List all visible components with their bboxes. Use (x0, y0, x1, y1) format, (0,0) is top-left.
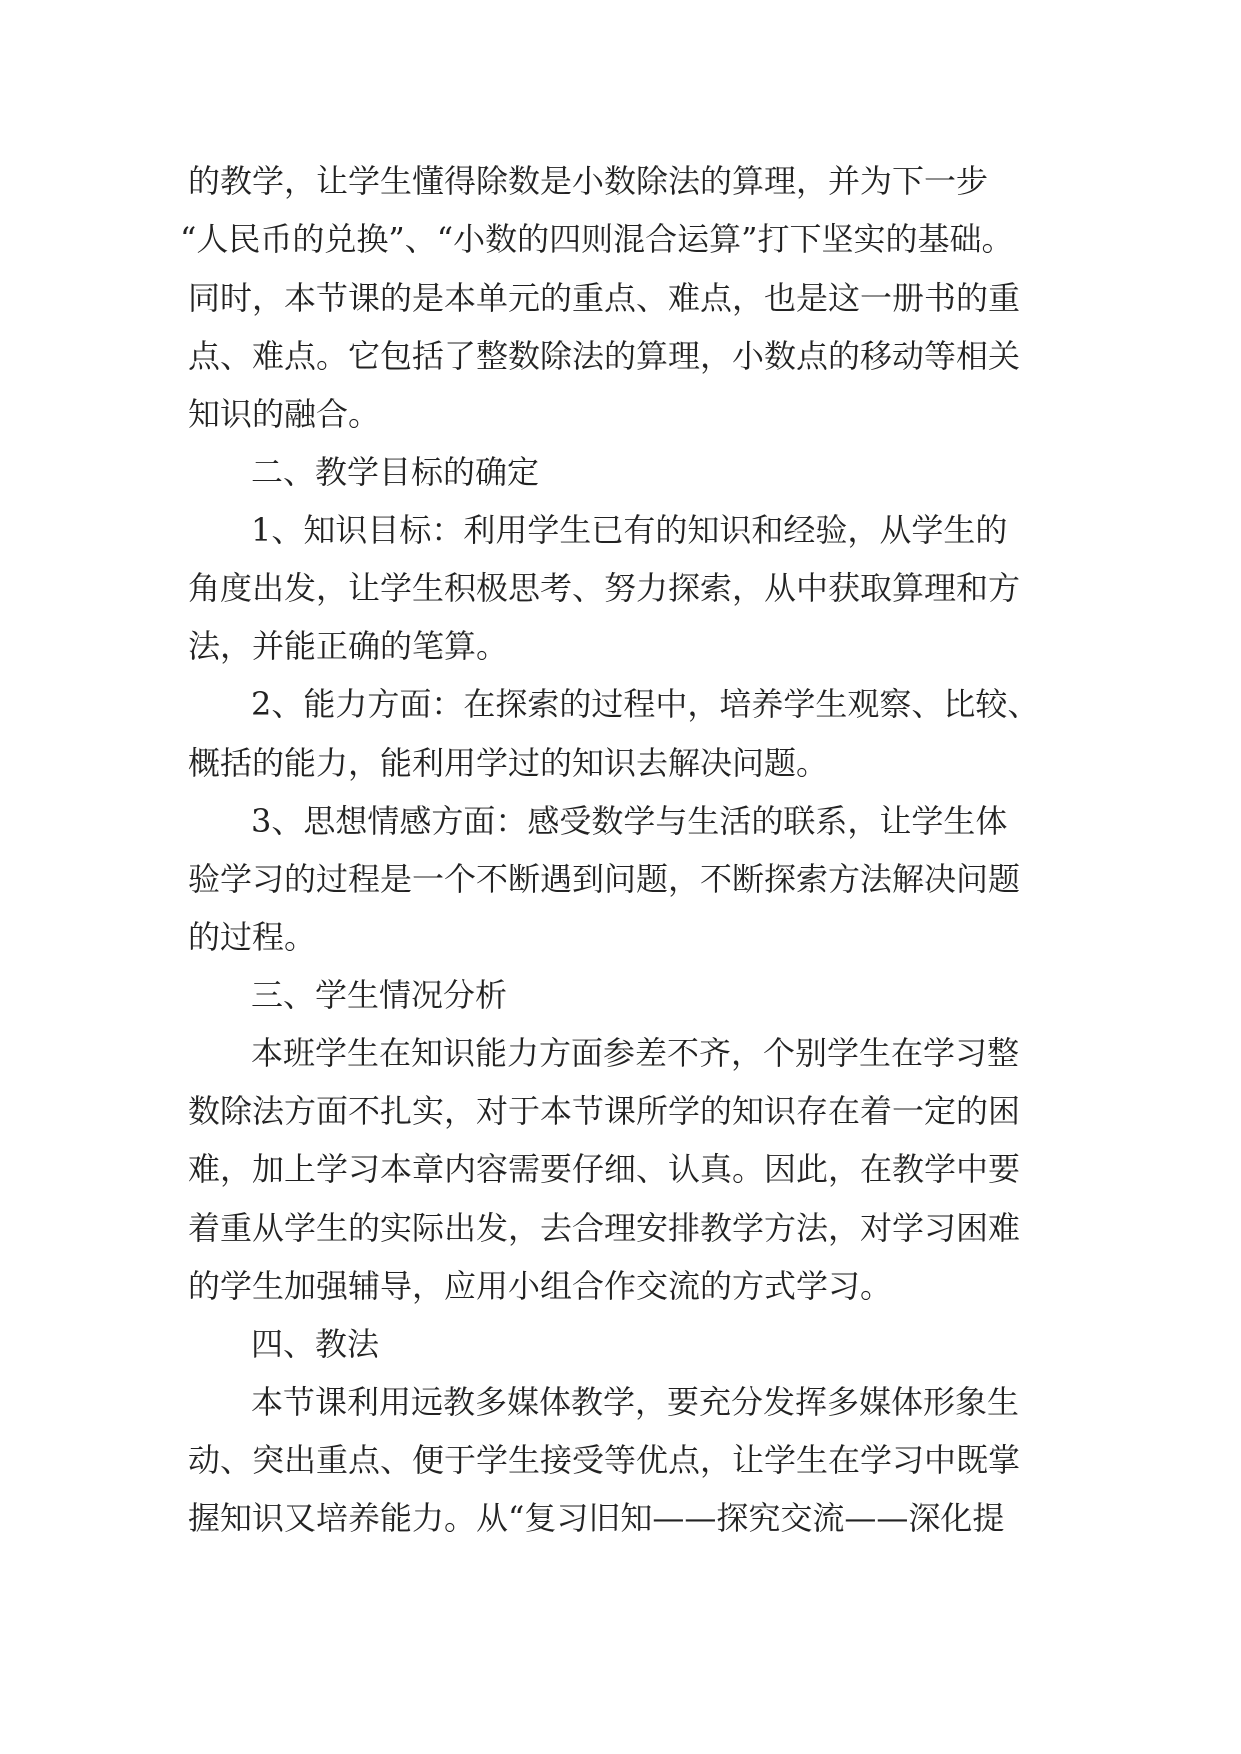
text-line: 法，并能正确的笔算。 (188, 627, 509, 665)
text-line: 的过程。 (188, 918, 317, 956)
section-heading: 二、教学目标的确定 (251, 453, 540, 491)
text-line: 难，加上学习本章内容需要仔细、认真。因此，在教学中要 (188, 1150, 1021, 1188)
text-line: 3、思想情感方面：感受数学与生活的联系，让学生体 (251, 802, 1008, 840)
text-line: “人民币的兑换”、“小数的四则混合运算”打下坚实的基础。 (180, 220, 1014, 258)
text-line: 同时，本节课的是本单元的重点、难点，也是这一册书的重 (188, 279, 1021, 317)
text-line: 1、知识目标：利用学生已有的知识和经验，从学生的 (251, 511, 1008, 549)
text-line: 本节课利用远教多媒体教学，要充分发挥多媒体形象生 (251, 1383, 1020, 1421)
text-line: 的教学，让学生懂得除数是小数除法的算理，并为下一步 (188, 162, 989, 200)
text-line: 概括的能力，能利用学过的知识去解决问题。 (188, 744, 829, 782)
text-line: 角度出发，让学生积极思考、努力探索，从中获取算理和方 (188, 569, 1021, 607)
text-line: 本班学生在知识能力方面参差不齐，个别学生在学习整 (251, 1034, 1020, 1072)
section-heading: 四、教法 (251, 1325, 380, 1363)
text-line: 着重从学生的实际出发，去合理安排教学方法，对学习困难 (188, 1209, 1021, 1247)
text-line: 知识的融合。 (188, 395, 381, 433)
text-line: 的学生加强辅导，应用小组合作交流的方式学习。 (188, 1267, 893, 1305)
section-heading: 三、学生情况分析 (251, 976, 508, 1014)
text-line: 数除法方面不扎实，对于本节课所学的知识存在着一定的困 (188, 1092, 1021, 1130)
text-line: 验学习的过程是一个不断遇到问题，不断探索方法解决问题 (188, 860, 1021, 898)
text-line: 动、突出重点、便于学生接受等优点，让学生在学习中既掌 (188, 1441, 1021, 1479)
text-line: 点、难点。它包括了整数除法的算理，小数点的移动等相关 (188, 337, 1021, 375)
text-line: 握知识又培养能力。从“复习旧知——探究交流——深化提 (188, 1499, 1005, 1537)
text-line: 2、能力方面：在探索的过程中，培养学生观察、比较、 (251, 685, 1040, 723)
